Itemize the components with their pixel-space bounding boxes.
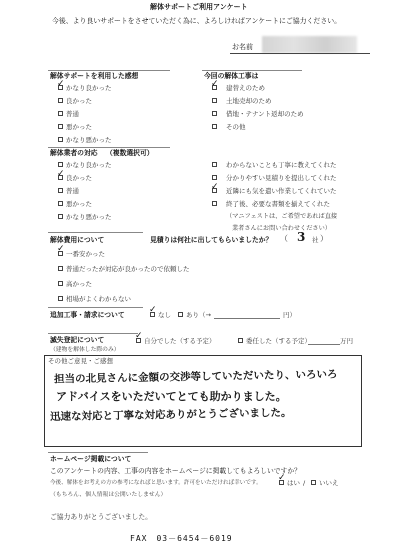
q6-checkbox-delegate[interactable] [238,338,243,343]
q3-title: 解体業者の対応 [50,149,98,157]
q1-option-1: 良かった [66,97,92,105]
q1-checkbox-1[interactable] [58,98,63,103]
q4-title-bar [48,232,143,233]
q3-right-option-1: 分かりやすい見積りを提出してくれた [226,174,337,182]
q3-left-option-2: 普通 [66,187,79,195]
q3-title-bar [48,147,170,148]
q3-right-checkbox-1[interactable] [212,175,217,180]
homepage-checkbox-no[interactable] [311,480,316,485]
q3-left-checkbox-3[interactable] [58,201,63,206]
q5-option-none: なし [158,311,171,319]
homepage-yes: はい [287,479,300,487]
form-intro: 今後、より良いサポートをさせていただく為に、よろしければアンケートにご協力ください。 [52,17,341,25]
comment-line-1[interactable]: 担当の北見さんに金額の交渉等していただいたり、いろいろ [53,368,338,386]
quote-answer: 3 [297,230,306,244]
q2-title-bar [202,70,302,71]
comments-title: その他ご意見・ご感想 [48,357,113,365]
q3-left-option-0: かなり良かった [66,161,112,169]
q1-title: 解体サポートを利用した感想 [50,72,139,80]
q1-option-4: かなり悪かった [66,136,112,144]
name-label: お名前 [232,43,253,51]
q6-check-mark: ✓ [135,331,143,341]
homepage-check-mark: ✓ [278,473,286,483]
homepage-note-2: （もちろん、個人情報は公開いたしません） [50,492,167,498]
quote-unit: 社 [312,236,319,244]
q6-option-self: 自分でした（する予定） [144,337,216,345]
q1-option-0: かなり良かった [66,84,112,92]
q1-option-2: 普通 [66,110,79,118]
q4-checkbox-1[interactable] [58,266,63,271]
form-title: 解体サポートご利用アンケート [150,3,248,11]
q1-checkbox-3[interactable] [58,124,63,129]
q1-checkbox-2[interactable] [58,111,63,116]
q2-checkbox-1[interactable] [212,98,217,103]
q5-title: 追加工事・請求について [50,311,125,319]
homepage-slash: / [303,479,306,487]
quote-paren-close: ） [320,234,328,243]
q2-option-0: 建替えのため [226,84,265,92]
name-underline [230,53,370,54]
comment-line-3[interactable]: 迅速な対応と丁寧な対応ありがとうございました。 [49,406,292,424]
q3-left-check-mark: ✓ [57,169,65,179]
q5-amount-suffix: 円） [283,311,296,319]
quote-question: 見積りは何社に出してもらいましたか？ [150,236,273,244]
quote-paren-open: （ [280,234,288,243]
q3-left-checkbox-0[interactable] [58,162,63,167]
q6-subtitle: （建物を解体した際のみ） [50,347,120,353]
q5-check-mark: ✓ [149,305,157,315]
manifest-note-2: 業者さんにお問い合わせください） [232,225,331,232]
q6-price-line [308,344,340,345]
q1-check-mark: ✓ [57,79,65,89]
q3-right-option-2: 近隣にも気を遣い作業してくれていた [226,187,337,195]
q4-checkbox-3[interactable] [58,296,63,301]
q4-option-1: 普通だったが対応が良かったので依頼した [66,265,190,273]
q4-checkbox-2[interactable] [58,281,63,286]
q3-note: （複数選択可） [106,149,154,157]
thanks-text: ご協力ありがとうございました。 [50,513,152,521]
q5-checkbox-yes[interactable] [178,312,183,317]
comment-line-2[interactable]: アドバイスをいただいてとても助かりました。 [56,390,287,403]
q6-title-bar [48,333,138,334]
homepage-question: このアンケートの内容、工事の内容をホームページに掲載してもよろしいですか？ [50,467,301,475]
q3-left-checkbox-2[interactable] [58,188,63,193]
q3-right-option-3: 終了後、必要な書類を揃えてくれた [226,200,330,208]
q4-check-mark: ✓ [57,244,65,254]
q3-right-checkbox-0[interactable] [212,162,217,167]
q2-option-1: 土地売却のため [226,97,272,105]
q3-right-checkbox-3[interactable] [212,201,217,206]
homepage-note-1: 今後、解体をお考えの方の参考になればと思います。許可をいただければ幸いです。 [50,480,262,486]
q1-option-3: 悪かった [66,123,92,131]
q2-checkbox-2[interactable] [212,111,217,116]
homepage-title: ホームページ掲載について [50,455,132,463]
q2-option-2: 借地・テナント返却のため [226,110,304,118]
q6-option-delegate: 委任した（する予定） [246,337,311,345]
q1-checkbox-4[interactable] [58,137,63,142]
q3-left-option-3: 悪かった [66,200,92,208]
homepage-no: いいえ [319,479,339,487]
q4-title: 解体費用について [50,236,105,244]
q3-left-checkbox-4[interactable] [58,214,63,219]
q2-option-3: その他 [226,123,246,131]
q3-left-option-4: かなり悪かった [66,213,112,221]
q5-amount-prefix: （→ [199,311,211,319]
q1-title-bar [48,70,170,71]
q4-option-3: 相場がよくわからない [66,295,131,303]
q5-amount-line [214,318,280,319]
q4-option-0: 一番安かった [66,250,105,258]
q6-title: 滅失登記について [50,336,105,344]
manifest-note-1: （マニフェストは、ご希望であれば直接 [226,213,338,220]
q3-right-check-mark: ✓ [211,182,219,192]
q2-title: 今回の解体工事は [204,72,259,80]
q5-option-yes: あり [186,311,199,319]
q2-checkbox-3[interactable] [212,124,217,129]
q3-left-option-1: 良かった [66,174,92,182]
redacted-name [262,36,357,53]
q6-price-suffix: 万円 [340,337,353,345]
homepage-title-bar [48,452,148,453]
q2-check-mark: ✓ [211,79,219,89]
q3-right-option-0: わからないことも丁寧に教えてくれた [226,161,337,169]
q4-option-2: 高かった [66,280,92,288]
fax-number: FAX 03－6454－6019 [130,534,233,543]
q5-title-bar [48,307,143,308]
